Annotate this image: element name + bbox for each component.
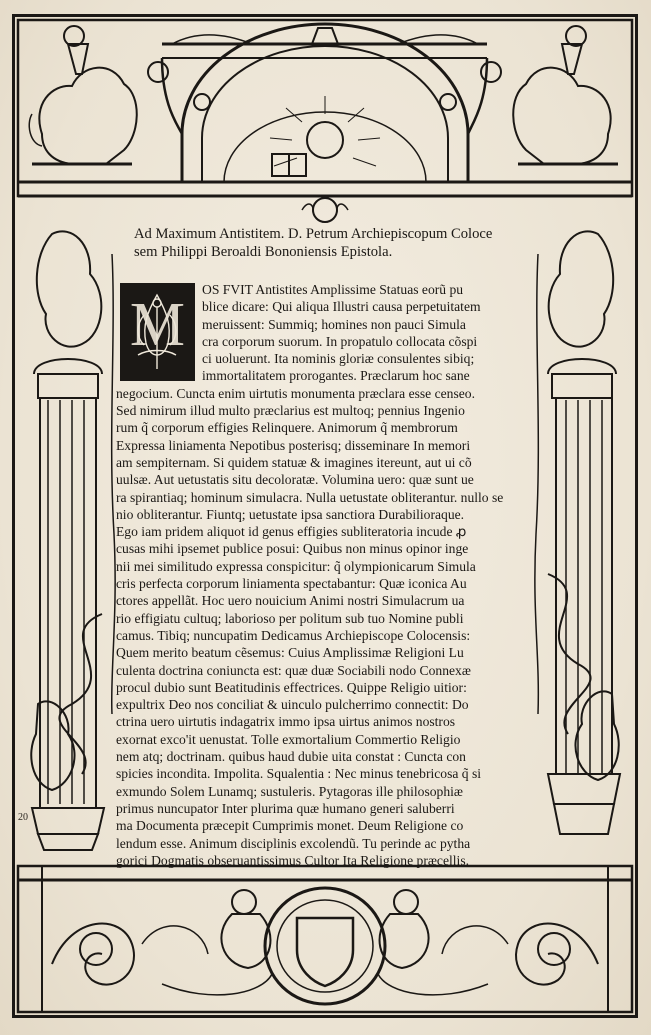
body-line: ci uoluerunt. Ita nominis gloriæ consulentes sibiq; xyxy=(202,351,475,367)
body-line: nem atq; doctrinam. quibus haud dubie uita constat : Cuncta con xyxy=(116,749,466,765)
body-line: ma Documenta præcepit Cumprimis monet. Deum Religione co xyxy=(116,818,464,834)
body-line: immortalitatem prorogantes. Præclarum hoc sane xyxy=(202,368,470,384)
heading-line: Ad Maximum Antistitem. D. Petrum Archiepiscopum Coloce xyxy=(134,226,493,242)
body-line: gorici Dogmatis obseruantissimus Cultor Ita Religione præcellis. xyxy=(116,852,470,868)
body-line: exornat exco'it uenustat. Tolle exmortalium Commertio Religio xyxy=(116,731,461,747)
body-line: nio obliterantur. Fiuntq; uetustate ipsa sanctiora Durabilioraque. xyxy=(116,506,465,522)
body-line: culenta doctrina coniuncta est: quæ duæ Sociabili nodo Connexæ xyxy=(116,662,471,678)
epistle-body xyxy=(116,281,562,869)
body-line: meruissent: Summiq; homines non pauci Simula xyxy=(202,316,466,332)
body-line: primus nuncupator Inter plurima quæ humano generi saluberri xyxy=(116,800,455,816)
body-line: Expressa liniamenta Nepotibus posterisq; disseminare In memori xyxy=(116,437,471,453)
body-line: am sempiternam. Si quidem statuæ & imagines itereunt, aut ui cõ xyxy=(116,454,472,470)
body-line: camus. Tibiq; nuncupatim Dedicamus Archiepiscope Colocensis: xyxy=(116,627,471,643)
text-block xyxy=(116,225,562,868)
body-line: spicies incondita. Impolita. Squalentia : Nec minus tenebricosa q̃ si xyxy=(116,766,482,782)
body-line: nii mei similitudo expressa conspicitur: q̃ olympionicarum Simula xyxy=(116,558,476,574)
bleed-through-text xyxy=(140,0,560,14)
initial-letter: M xyxy=(129,291,186,359)
body-line: ra spirantiaq; hominum simulacra. Nulla uetustate obliterantur. nullo se xyxy=(116,489,504,505)
body-line: expultrix Deo nos conciliat & uinculo pulcherrimo connectit: Do xyxy=(116,697,469,713)
body-line: negocium. Cuncta enim uirtutis monumenta præclara esse censeo. xyxy=(116,385,475,401)
epistle-heading xyxy=(134,225,564,261)
heading-line: sem Philippi Beroaldi Bononiensis Epistola. xyxy=(134,244,393,260)
body-line: cris perfecta corporum liniamenta spectabantur: Quæ iconica Au xyxy=(116,576,467,592)
body-line: rio effigiatu cultuq; laborioso per politum sub tuo Nomine publi xyxy=(116,610,464,626)
body-line: exmundo Solem Lunamq; sustuleris. Pytagoras ille philosophiæ xyxy=(116,783,463,799)
body-line: Ego iam pridem aliquot id genus effigies subliteratoria incude ꝓ xyxy=(116,524,467,540)
body-line: rum q̃ corporum effigies Relinquere. Animorum q̃ membrorum xyxy=(116,420,458,436)
body-line: procul dubio sunt Beatitudinis effectrices. Quippe Religio uitior: xyxy=(116,679,467,695)
body-line: uulsæ. Aut uetustatis situ decoloratæ. Volumina uero: quæ sunt ue xyxy=(116,472,474,488)
body-line: ctores appellãt. Hoc uero nouicium Animi nostri Simulacrum ua xyxy=(116,593,465,609)
body-line: Sed nimirum illud multo præclarius est multoq; pennius Ingenio xyxy=(116,403,465,419)
body-line: OS FVIT Antistites Amplissime Statuas eorũ pu xyxy=(202,282,464,297)
body-line: cusas mihi ipsemet publice posui: Quibus non minus opinor inge xyxy=(116,541,469,557)
body-line: Quem merito beatum cẽsemus: Cuius Amplissimæ Religioni Lu xyxy=(116,645,464,661)
body-line: lendum esse. Animum disciplinis excolendũ. Tu perinde ac pytha xyxy=(116,835,471,851)
body-line: blice dicare: Qui aliqua Illustri causa perpetuitatem xyxy=(202,299,481,315)
signature-mark: 20 xyxy=(18,812,28,823)
body-line: ctrina uero uirtutis indagatrix immo ipsa uirtus animos nostros xyxy=(116,714,456,730)
body-line: cra corporum suorum. In propatulo collocata cõspi xyxy=(202,333,478,349)
